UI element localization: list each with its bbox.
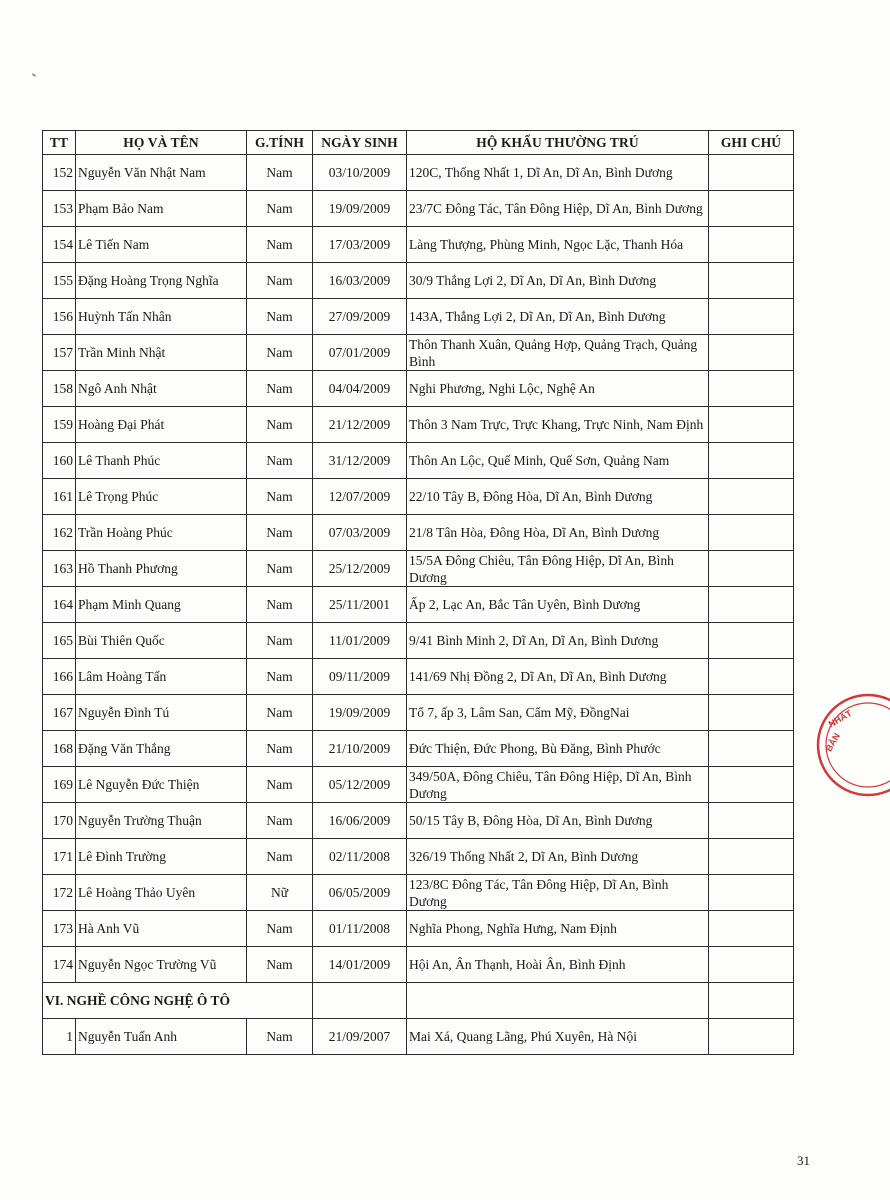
section-title: VI. NGHỀ CÔNG NGHỆ Ô TÔ bbox=[43, 983, 313, 1019]
student-name: Trần Minh Nhật bbox=[76, 335, 247, 371]
table-body bbox=[43, 155, 794, 1055]
table-row bbox=[43, 155, 794, 191]
student-note bbox=[709, 227, 794, 263]
student-note bbox=[709, 839, 794, 875]
student-dob: 07/01/2009 bbox=[313, 335, 407, 371]
row-number: 159 bbox=[43, 407, 76, 443]
row-number: 156 bbox=[43, 299, 76, 335]
student-gender: Nữ bbox=[247, 875, 313, 911]
student-name: Đặng Hoàng Trọng Nghĩa bbox=[76, 263, 247, 299]
table-row bbox=[43, 479, 794, 515]
student-note bbox=[709, 551, 794, 587]
student-address: 143A, Thắng Lợi 2, Dĩ An, Dĩ An, Bình Dương bbox=[407, 299, 709, 335]
student-dob: 19/09/2009 bbox=[313, 695, 407, 731]
table-header-row bbox=[43, 131, 794, 155]
student-name: Nguyễn Ngọc Trường Vũ bbox=[76, 947, 247, 983]
student-gender: Nam bbox=[247, 479, 313, 515]
student-dob: 01/11/2008 bbox=[313, 911, 407, 947]
student-address: 30/9 Thắng Lợi 2, Dĩ An, Dĩ An, Bình Dương bbox=[407, 263, 709, 299]
student-dob: 17/03/2009 bbox=[313, 227, 407, 263]
student-address: Đức Thiện, Đức Phong, Bù Đăng, Bình Phước bbox=[407, 731, 709, 767]
student-name: Ngô Anh Nhật bbox=[76, 371, 247, 407]
student-address: Mai Xá, Quang Lãng, Phú Xuyên, Hà Nội bbox=[407, 1019, 709, 1055]
student-note bbox=[709, 587, 794, 623]
student-address: Tổ 7, ấp 3, Lâm San, Cẩm Mỹ, ĐồngNai bbox=[407, 695, 709, 731]
student-dob: 31/12/2009 bbox=[313, 443, 407, 479]
row-number: 168 bbox=[43, 731, 76, 767]
student-dob: 21/12/2009 bbox=[313, 407, 407, 443]
student-dob: 05/12/2009 bbox=[313, 767, 407, 803]
student-gender: Nam bbox=[247, 767, 313, 803]
scan-speck bbox=[32, 73, 36, 77]
student-gender: Nam bbox=[247, 335, 313, 371]
student-name: Phạm Minh Quang bbox=[76, 587, 247, 623]
student-note bbox=[709, 875, 794, 911]
student-dob: 12/07/2009 bbox=[313, 479, 407, 515]
student-note bbox=[709, 299, 794, 335]
section-row bbox=[43, 983, 794, 1019]
header-gender: G.TÍNH bbox=[247, 131, 313, 155]
student-gender: Nam bbox=[247, 371, 313, 407]
row-number: 174 bbox=[43, 947, 76, 983]
row-number: 155 bbox=[43, 263, 76, 299]
row-number: 154 bbox=[43, 227, 76, 263]
table-row bbox=[43, 371, 794, 407]
table-row bbox=[43, 623, 794, 659]
student-dob: 16/03/2009 bbox=[313, 263, 407, 299]
table-row bbox=[43, 695, 794, 731]
student-address: 349/50A, Đông Chiêu, Tân Đông Hiệp, Dĩ An, Bình Dương bbox=[407, 767, 709, 803]
table-row bbox=[43, 875, 794, 911]
header-note: GHI CHÚ bbox=[709, 131, 794, 155]
student-note bbox=[709, 155, 794, 191]
table-row bbox=[43, 587, 794, 623]
student-note bbox=[709, 947, 794, 983]
student-address: 22/10 Tây B, Đông Hòa, Dĩ An, Bình Dương bbox=[407, 479, 709, 515]
student-address: 141/69 Nhị Đồng 2, Dĩ An, Dĩ An, Bình Dương bbox=[407, 659, 709, 695]
student-note bbox=[709, 263, 794, 299]
row-number: 169 bbox=[43, 767, 76, 803]
student-gender: Nam bbox=[247, 731, 313, 767]
table-row bbox=[43, 839, 794, 875]
table-row bbox=[43, 443, 794, 479]
row-number: 164 bbox=[43, 587, 76, 623]
student-name: Huỳnh Tấn Nhân bbox=[76, 299, 247, 335]
row-number: 172 bbox=[43, 875, 76, 911]
student-note bbox=[709, 911, 794, 947]
student-gender: Nam bbox=[247, 155, 313, 191]
student-address: 21/8 Tân Hòa, Đông Hòa, Dĩ An, Bình Dương bbox=[407, 515, 709, 551]
student-name: Lê Thanh Phúc bbox=[76, 443, 247, 479]
student-name: Nguyễn Tuấn Anh bbox=[76, 1019, 247, 1055]
student-name: Lê Đình Trường bbox=[76, 839, 247, 875]
table-row bbox=[43, 227, 794, 263]
table-row bbox=[43, 263, 794, 299]
student-note bbox=[709, 407, 794, 443]
student-name: Nguyễn Trường Thuận bbox=[76, 803, 247, 839]
student-name: Đặng Văn Thắng bbox=[76, 731, 247, 767]
student-dob: 11/01/2009 bbox=[313, 623, 407, 659]
student-note bbox=[709, 191, 794, 227]
table-row bbox=[43, 191, 794, 227]
row-number: 157 bbox=[43, 335, 76, 371]
student-dob: 25/12/2009 bbox=[313, 551, 407, 587]
student-note bbox=[709, 371, 794, 407]
row-number: 1 bbox=[43, 1019, 76, 1055]
student-name: Hà Anh Vũ bbox=[76, 911, 247, 947]
row-number: 167 bbox=[43, 695, 76, 731]
table-row bbox=[43, 551, 794, 587]
student-note bbox=[709, 623, 794, 659]
student-name: Trần Hoàng Phúc bbox=[76, 515, 247, 551]
student-dob: 02/11/2008 bbox=[313, 839, 407, 875]
student-note bbox=[709, 335, 794, 371]
table-row bbox=[43, 947, 794, 983]
student-dob: 07/03/2009 bbox=[313, 515, 407, 551]
row-number: 166 bbox=[43, 659, 76, 695]
student-name: Lê Nguyễn Đức Thiện bbox=[76, 767, 247, 803]
student-name: Lê Hoàng Thảo Uyên bbox=[76, 875, 247, 911]
row-number: 165 bbox=[43, 623, 76, 659]
student-address: Thôn 3 Nam Trực, Trực Khang, Trực Ninh, Nam Định bbox=[407, 407, 709, 443]
student-note bbox=[709, 695, 794, 731]
student-name: Nguyễn Văn Nhật Nam bbox=[76, 155, 247, 191]
row-number: 162 bbox=[43, 515, 76, 551]
student-address: Thôn An Lộc, Quế Minh, Quế Sơn, Quảng Nam bbox=[407, 443, 709, 479]
student-name: Lê Trọng Phúc bbox=[76, 479, 247, 515]
student-gender: Nam bbox=[247, 263, 313, 299]
student-gender: Nam bbox=[247, 947, 313, 983]
student-name: Nguyễn Đình Tú bbox=[76, 695, 247, 731]
student-address: Nghĩa Phong, Nghĩa Hưng, Nam Định bbox=[407, 911, 709, 947]
svg-text:NHẤT: NHẤT bbox=[826, 708, 854, 730]
student-gender: Nam bbox=[247, 803, 313, 839]
student-name: Hoàng Đại Phát bbox=[76, 407, 247, 443]
student-gender: Nam bbox=[247, 551, 313, 587]
student-gender: Nam bbox=[247, 443, 313, 479]
row-number: 160 bbox=[43, 443, 76, 479]
header-dob: NGÀY SINH bbox=[313, 131, 407, 155]
table-row bbox=[43, 911, 794, 947]
student-address: Làng Thượng, Phùng Minh, Ngọc Lặc, Thanh Hóa bbox=[407, 227, 709, 263]
table-row bbox=[43, 731, 794, 767]
student-address: 50/15 Tây B, Đông Hòa, Dĩ An, Bình Dương bbox=[407, 803, 709, 839]
student-name: Lâm Hoàng Tấn bbox=[76, 659, 247, 695]
student-dob: 25/11/2001 bbox=[313, 587, 407, 623]
section-address-empty bbox=[407, 983, 709, 1019]
row-number: 163 bbox=[43, 551, 76, 587]
table-row bbox=[43, 407, 794, 443]
student-note bbox=[709, 1019, 794, 1055]
row-number: 158 bbox=[43, 371, 76, 407]
red-seal-stamp bbox=[810, 685, 890, 805]
header-name: HỌ VÀ TÊN bbox=[76, 131, 247, 155]
student-gender: Nam bbox=[247, 695, 313, 731]
student-address: 9/41 Bình Minh 2, Dĩ An, Dĩ An, Bình Dương bbox=[407, 623, 709, 659]
student-address: Thôn Thanh Xuân, Quảng Hợp, Quảng Trạch, Quảng Bình bbox=[407, 335, 709, 371]
row-number: 173 bbox=[43, 911, 76, 947]
student-gender: Nam bbox=[247, 227, 313, 263]
student-roster-table bbox=[42, 130, 794, 1055]
table-row bbox=[43, 1019, 794, 1055]
student-gender: Nam bbox=[247, 587, 313, 623]
student-gender: Nam bbox=[247, 1019, 313, 1055]
student-note bbox=[709, 479, 794, 515]
student-address: 326/19 Thống Nhất 2, Dĩ An, Bình Dương bbox=[407, 839, 709, 875]
svg-text:BẢN: BẢN bbox=[823, 731, 842, 754]
student-dob: 09/11/2009 bbox=[313, 659, 407, 695]
student-name: Hồ Thanh Phương bbox=[76, 551, 247, 587]
section-note-empty bbox=[709, 983, 794, 1019]
row-number: 161 bbox=[43, 479, 76, 515]
section-dob-empty bbox=[313, 983, 407, 1019]
student-gender: Nam bbox=[247, 623, 313, 659]
student-name: Bùi Thiên Quốc bbox=[76, 623, 247, 659]
student-gender: Nam bbox=[247, 299, 313, 335]
student-dob: 16/06/2009 bbox=[313, 803, 407, 839]
page-number: 31 bbox=[797, 1153, 810, 1168]
student-gender: Nam bbox=[247, 407, 313, 443]
student-address: 123/8C Đông Tác, Tân Đông Hiệp, Dĩ An, Bình Dương bbox=[407, 875, 709, 911]
row-number: 152 bbox=[43, 155, 76, 191]
header-tt: TT bbox=[43, 131, 76, 155]
table-row bbox=[43, 335, 794, 371]
student-address: Nghi Phương, Nghi Lộc, Nghệ An bbox=[407, 371, 709, 407]
student-note bbox=[709, 515, 794, 551]
student-dob: 21/09/2007 bbox=[313, 1019, 407, 1055]
student-dob: 06/05/2009 bbox=[313, 875, 407, 911]
row-number: 170 bbox=[43, 803, 76, 839]
table-row bbox=[43, 299, 794, 335]
student-gender: Nam bbox=[247, 191, 313, 227]
student-address: Hội An, Ân Thạnh, Hoài Ân, Bình Định bbox=[407, 947, 709, 983]
student-gender: Nam bbox=[247, 839, 313, 875]
student-dob: 27/09/2009 bbox=[313, 299, 407, 335]
student-address: 120C, Thống Nhất 1, Dĩ An, Dĩ An, Bình Dương bbox=[407, 155, 709, 191]
student-dob: 04/04/2009 bbox=[313, 371, 407, 407]
row-number: 153 bbox=[43, 191, 76, 227]
student-address: Ấp 2, Lạc An, Bắc Tân Uyên, Bình Dương bbox=[407, 587, 709, 623]
student-dob: 19/09/2009 bbox=[313, 191, 407, 227]
student-address: 15/5A Đông Chiêu, Tân Đông Hiệp, Dĩ An, Bình Dương bbox=[407, 551, 709, 587]
student-name: Lê Tiến Nam bbox=[76, 227, 247, 263]
student-gender: Nam bbox=[247, 659, 313, 695]
student-note bbox=[709, 767, 794, 803]
table-row bbox=[43, 767, 794, 803]
student-note bbox=[709, 803, 794, 839]
header-address: HỘ KHẨU THƯỜNG TRÚ bbox=[407, 131, 709, 155]
row-number: 171 bbox=[43, 839, 76, 875]
student-name: Phạm Bảo Nam bbox=[76, 191, 247, 227]
student-note bbox=[709, 443, 794, 479]
table-row bbox=[43, 515, 794, 551]
student-dob: 03/10/2009 bbox=[313, 155, 407, 191]
student-dob: 21/10/2009 bbox=[313, 731, 407, 767]
table-row bbox=[43, 659, 794, 695]
student-gender: Nam bbox=[247, 515, 313, 551]
student-address: 23/7C Đông Tác, Tân Đông Hiệp, Dĩ An, Bình Dương bbox=[407, 191, 709, 227]
student-note bbox=[709, 731, 794, 767]
table-row bbox=[43, 803, 794, 839]
student-gender: Nam bbox=[247, 911, 313, 947]
student-note bbox=[709, 659, 794, 695]
student-dob: 14/01/2009 bbox=[313, 947, 407, 983]
